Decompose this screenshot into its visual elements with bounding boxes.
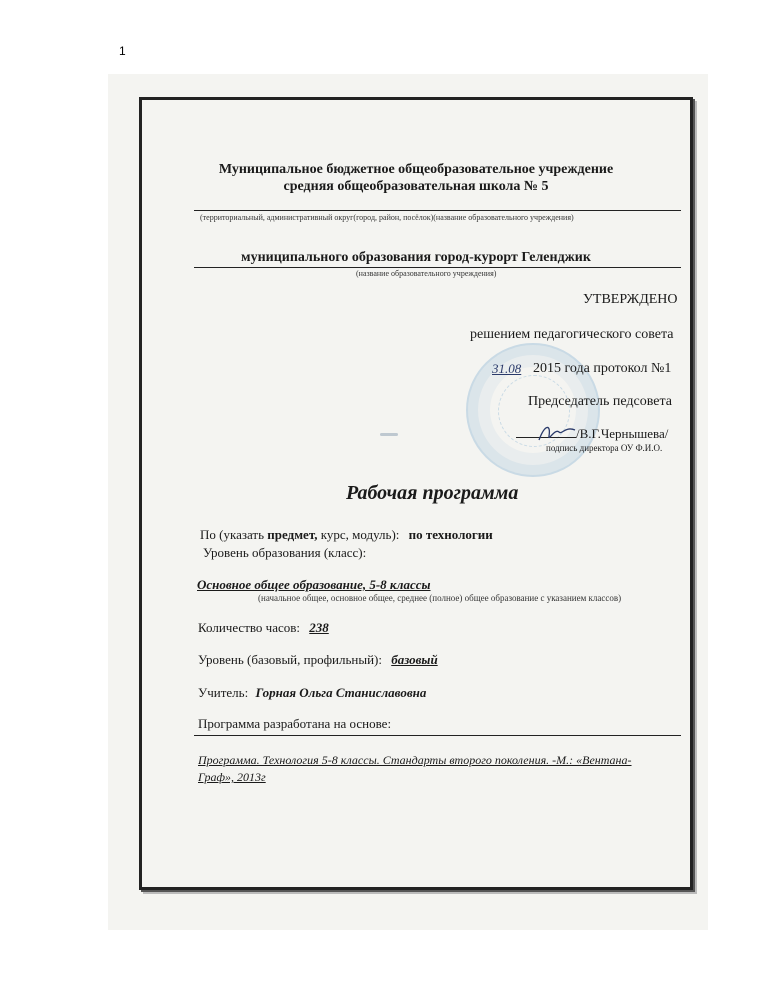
subject-value: по технологии [408,527,493,542]
approval-date-handwritten: 31.08 [492,361,522,376]
level-caption: (начальное общее, основное общее, среднее (полное) общее образование с указанием классов) [258,593,622,603]
header-rule-1 [194,210,681,211]
basis-rule [194,735,681,736]
hours-line [198,620,329,636]
approval-caption: подпись директора ОУ Ф.И.О. [546,443,663,453]
subject-label-prefix: По (указать [200,527,268,542]
approval-title: УТВЕРЖДЕНО [583,292,678,307]
municipality-line: муниципального образования город-курорт Геленджик [241,250,591,265]
basis-label: Программа разработана на основе: [198,716,392,731]
institution-line-2: средняя общеобразовательная школа № 5 [283,179,549,194]
teacher-label: Учитель: [198,685,249,700]
teacher-value: Горная Ольга Станиславовна [255,685,427,700]
level-type-line [198,652,438,668]
approval-line-1: решением педагогического совета [470,327,674,342]
basis-line-2: Граф», 2013г [198,770,266,784]
level-type-label: Уровень (базовый, профильный): [198,652,382,667]
hours-value: 238 [309,620,329,635]
document-title: Рабочая программа [346,482,519,504]
scan-mark [380,433,398,436]
approval-line-2: 2015 года протокол №1 [533,361,672,376]
approval-line-3: Председатель педсовета [528,394,672,409]
teacher-line [198,685,426,701]
institution-line-1: Муниципальное бюджетное общеобразовательное учреждение [218,162,614,177]
subject-label-suffix: курс, модуль): [317,527,400,542]
basis-line-1: Программа. Технология 5-8 классы. Стандарты второго поколения. -М.: «Вентана- [198,753,632,767]
header-rule-2 [194,267,681,268]
level-value: Основное общее образование, 5-8 классы [197,577,431,592]
approval-signer: /В.Г.Чернышева/ [576,426,669,441]
institution-caption-1: (территориальный, административный округ(город, район, посёлок)(название образовательного учреждения) [200,213,574,222]
level-type-value: базовый [391,652,438,667]
hours-label: Количество часов: [198,620,301,635]
subject-line [200,527,493,543]
page-number: 1 [119,44,126,58]
institution-caption-2: (название образовательного учреждения) [356,269,497,278]
subject-label-bold: предмет, [267,527,318,542]
level-label: Уровень образования (класс): [203,545,367,560]
